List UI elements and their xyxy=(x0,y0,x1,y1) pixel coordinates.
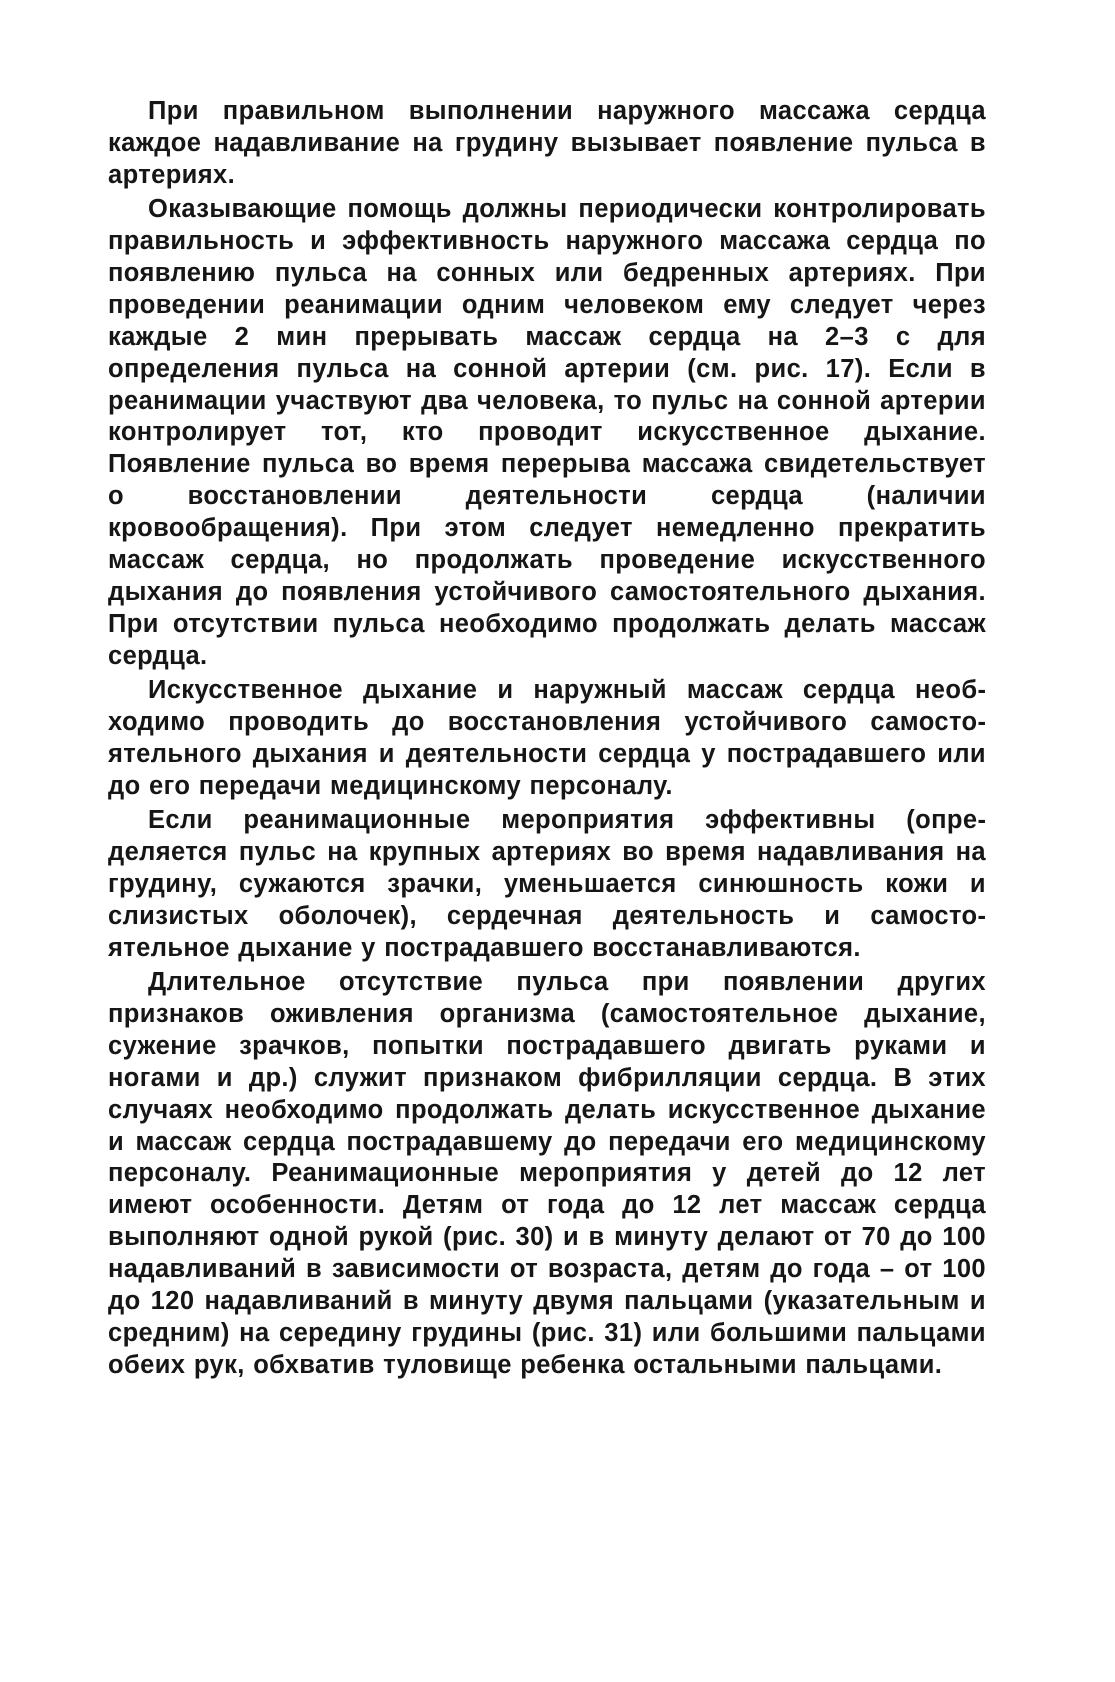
document-page xyxy=(108,96,986,1384)
paragraph-pulse-check: При правильном выполнении наружного массажа сердца каждое надавливание на грудину вызывает появление пульса в артериях. xyxy=(108,97,986,189)
paragraph-monitoring: Оказывающие помощь должны периодически контролировать правильность и эффективность наружного массажа сердца по появлению пульса на сонных или бедренных артериях. При проведении реанимации одним человеком ему следует через каждые 2 мин прерывать массаж сердца на 2–3 с для определения пульса на сонной артерии (см. рис. 17). Если в реанимации участвуют два человека, то пульс на сонной артерии контролирует тот, кто проводит искусственное дыхание. Появление пульса во время перерыва массажа свидетельствует о восстановлении деятельности сердца (наличии кровообращения). При этом следует немедленно прекратить массаж сердца, но продолжать проведение искусственного дыхания до появления устойчивого самостоятельного дыхания. При отсутствии пульса необходимо продолжать делать массаж сердца. xyxy=(108,195,986,670)
paragraph-fibrillation-children: Длительное отсутствие пульса при появлении других признаков оживления организма (самостоятельное дыхание, сужение зрачков, попытки пострадавшего двигать руками и ногами и др.) служит признаком фибрилляции сердца. В этих случаях необходимо продолжать делать искусственное дыхание и массаж сердца пострадавшему до передачи его медицинскому персоналу. Реанимационные мероприятия у детей до 12 лет имеют особенности. Детям от года до 12 лет массаж сердца выполняют одной рукой (рис. 30) и в минуту делают от 70 до 100 надавливаний в зависимости от возраста, детям до года – от 100 до 120 надавливаний в минуту двумя пальцами (указательным и средним) на середину грудины (рис. 31) или большими пальцами обеих рук, обхватив туловище ребенка остальными пальцами. xyxy=(108,968,986,1379)
paragraph-duration: Искусственное дыхание и наружный массаж сердца необходимо проводить до восстановления устойчивого самостоятельного дыхания и деятельности сердца у пострадавшего или до его передачи медицинскому персоналу. xyxy=(108,676,986,800)
paragraph-effectiveness: Если реанимационные мероприятия эффективны (определяется пульс на крупных артериях во время надавливания на грудину, сужаются зрачки, уменьшается синюшность кожи и слизистых оболочек), сердечная деятельность и самостоятельное дыхание у пострадавшего восстанавливаются. xyxy=(108,806,986,962)
